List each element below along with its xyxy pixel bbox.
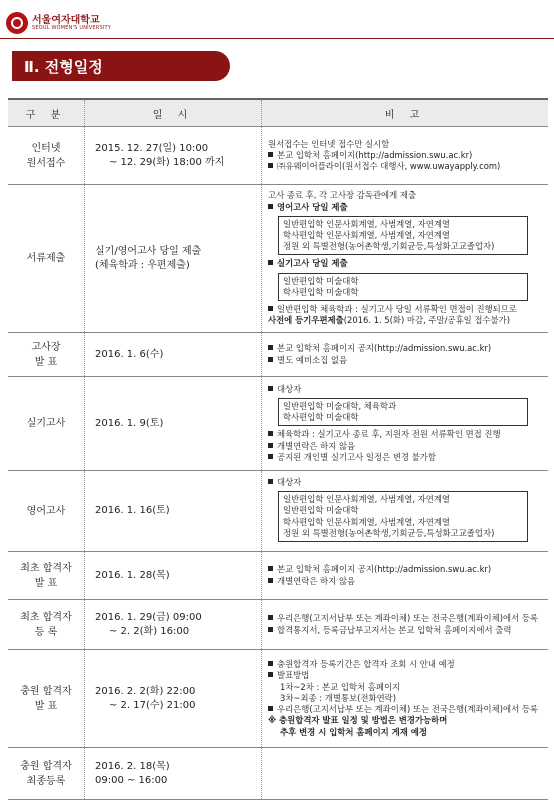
row-category: 인터넷 원서접수	[8, 127, 85, 185]
bullet-icon	[268, 706, 273, 711]
bullet-icon	[268, 431, 273, 436]
table-row	[8, 333, 548, 377]
row-category: 서류제출	[8, 185, 85, 333]
header-category: 구 분	[8, 99, 85, 127]
row-dates: 2015. 12. 27(일) 10:00 ~ 12. 29(화) 18:00 까지	[85, 127, 262, 185]
row-dates: 2016. 1. 9(토)	[85, 377, 262, 471]
row-notes: 고사 종료 후, 각 고사장 감독관에게 제출 영어고사 당일 제출 일반편입학 인문사회계열, 사범계열, 자연계열 학사편입학 인문사회계열, 사범계열, 자연계열 정원 외 특별전형(농어촌학생,기회균등,특성화고교졸업자) 실기고사 당일 제출 일반편입학 미술대학 학사편입학 미술대학 일반편입학 체육학과 : 실기고사 당일 서류확인 면접이 진행되므로 사전에 등기우편제출(2016. 1. 5(화) 마감, 주말/공휴일 접수불가)	[262, 185, 549, 333]
row-dates: 2016. 2. 18(목) 09:00 ~ 16:00	[85, 748, 262, 800]
row-notes: 본교 입학처 홈페이지 공지(http://admission.swu.ac.kr) 개별연락은 하지 않음	[262, 552, 549, 600]
bullet-icon	[268, 479, 273, 484]
bullet-icon	[268, 627, 273, 632]
table-row	[8, 600, 548, 650]
logo-korean-name: 서울여자대학교	[32, 14, 100, 26]
table-row	[8, 552, 548, 600]
table-row	[8, 377, 548, 471]
row-category: 고사장 발 표	[8, 333, 85, 377]
table-row	[8, 748, 548, 800]
row-notes: 충원합격자 등록기간은 합격자 조회 시 안내 예정 발표방법 1차~2차 : 본교 입학처 홈페이지 3차~최종 : 개별통보(전화연락) 우리은행(고지서납부 또는 계좌이체) 또는 전국은행(계좌이체)에서 등록 ※ 충원합격자 발표 일정 및 방법은 변경가능하며 추후 변경 시 입학처 홈페이지 게재 예정	[262, 650, 549, 748]
english-target-box: 일반편입학 인문사회계열, 사범계열, 자연계열 일반편입학 미술대학 학사편입학 인문사회계열, 사범계열, 자연계열 정원 외 특별전형(농어촌학생,기회균등,특성화고교졸업자)	[278, 491, 528, 542]
bullet-icon	[268, 345, 273, 350]
table-row	[8, 471, 548, 552]
university-emblem-icon	[6, 12, 28, 34]
header-datetime: 일 시	[85, 99, 262, 127]
bullet-icon	[268, 578, 273, 583]
english-exam-target-box: 일반편입학 인문사회계열, 사범계열, 자연계열 학사편입학 인문사회계열, 사범계열, 자연계열 정원 외 특별전형(농어촌학생,기회균등,특성화고교졸업자)	[278, 216, 528, 256]
bullet-icon	[268, 260, 273, 265]
bullet-icon	[268, 615, 273, 620]
row-dates: 2016. 1. 29(금) 09:00 ~ 2. 2(화) 16:00	[85, 600, 262, 650]
bullet-icon	[268, 204, 273, 209]
row-notes	[262, 748, 549, 800]
row-category: 충원 합격자 발 표	[8, 650, 85, 748]
row-category: 충원 합격자 최종등록	[8, 748, 85, 800]
row-category: 최초 합격자 발 표	[8, 552, 85, 600]
header-notes: 비 고	[262, 99, 549, 127]
bullet-icon	[268, 357, 273, 362]
row-dates: 2016. 1. 28(목)	[85, 552, 262, 600]
schedule-table	[8, 98, 548, 800]
logo-english-name: SEOUL WOMEN'S UNIVERSITY	[32, 24, 112, 31]
row-dates: 2016. 1. 16(토)	[85, 471, 262, 552]
row-dates: 2016. 2. 2(화) 22:00 ~ 2. 17(수) 21:00	[85, 650, 262, 748]
row-dates: 2016. 1. 6(수)	[85, 333, 262, 377]
row-notes: 대상자 일반편입학 미술대학, 체육학과 학사편입학 미술대학 체육학과 : 실기고사 종료 후, 지원자 전원 서류확인 면접 진행 개별연락은 하지 않음 공지된 개인별 실기고사 일정은 변경 불가함	[262, 377, 549, 471]
bullet-icon	[268, 306, 273, 311]
table-row	[8, 127, 548, 185]
bullet-icon	[268, 454, 273, 459]
university-logo	[6, 6, 111, 40]
bullet-icon	[268, 163, 273, 168]
bullet-icon	[268, 152, 273, 157]
row-category: 영어고사	[8, 471, 85, 552]
table-row	[8, 650, 548, 748]
bullet-icon	[268, 386, 273, 391]
header-divider	[0, 38, 554, 39]
bullet-icon	[268, 443, 273, 448]
row-notes: 우리은행(고지서납부 또는 계좌이체) 또는 전국은행(계좌이체)에서 등록 합격통지서, 등록금납부고지서는 본교 입학처 홈페이지에서 출력	[262, 600, 549, 650]
row-dates: 실기/영어고사 당일 제출 (체육학과 : 우편제출)	[85, 185, 262, 333]
row-category: 실기고사	[8, 377, 85, 471]
section-title: Ⅱ. 전형일정	[12, 51, 230, 81]
bullet-icon	[268, 566, 273, 571]
bullet-icon	[268, 661, 273, 666]
practical-target-box: 일반편입학 미술대학, 체육학과 학사편입학 미술대학	[278, 398, 528, 426]
row-notes: 원서접수는 인터넷 접수만 실시함 본교 입학처 홈페이지(http://admission.swu.ac.kr) ㈜유웨이어플라이(원서접수 대행사, www.uwayapply.com)	[262, 127, 549, 185]
row-notes: 대상자 일반편입학 인문사회계열, 사범계열, 자연계열 일반편입학 미술대학 학사편입학 인문사회계열, 사범계열, 자연계열 정원 외 특별전형(농어촌학생,기회균등,특성화고교졸업자)	[262, 471, 549, 552]
practical-exam-target-box: 일반편입학 미술대학 학사편입학 미술대학	[278, 273, 528, 301]
bullet-icon	[268, 672, 273, 677]
row-category: 최초 합격자 등 록	[8, 600, 85, 650]
table-header-row	[8, 99, 548, 127]
table-row	[8, 185, 548, 333]
warning-note: ※ 충원합격자 발표 일정 및 방법은 변경가능하며	[268, 715, 448, 726]
row-notes: 본교 입학처 홈페이지 공지(http://admission.swu.ac.kr) 별도 예비소집 없음	[262, 333, 549, 377]
